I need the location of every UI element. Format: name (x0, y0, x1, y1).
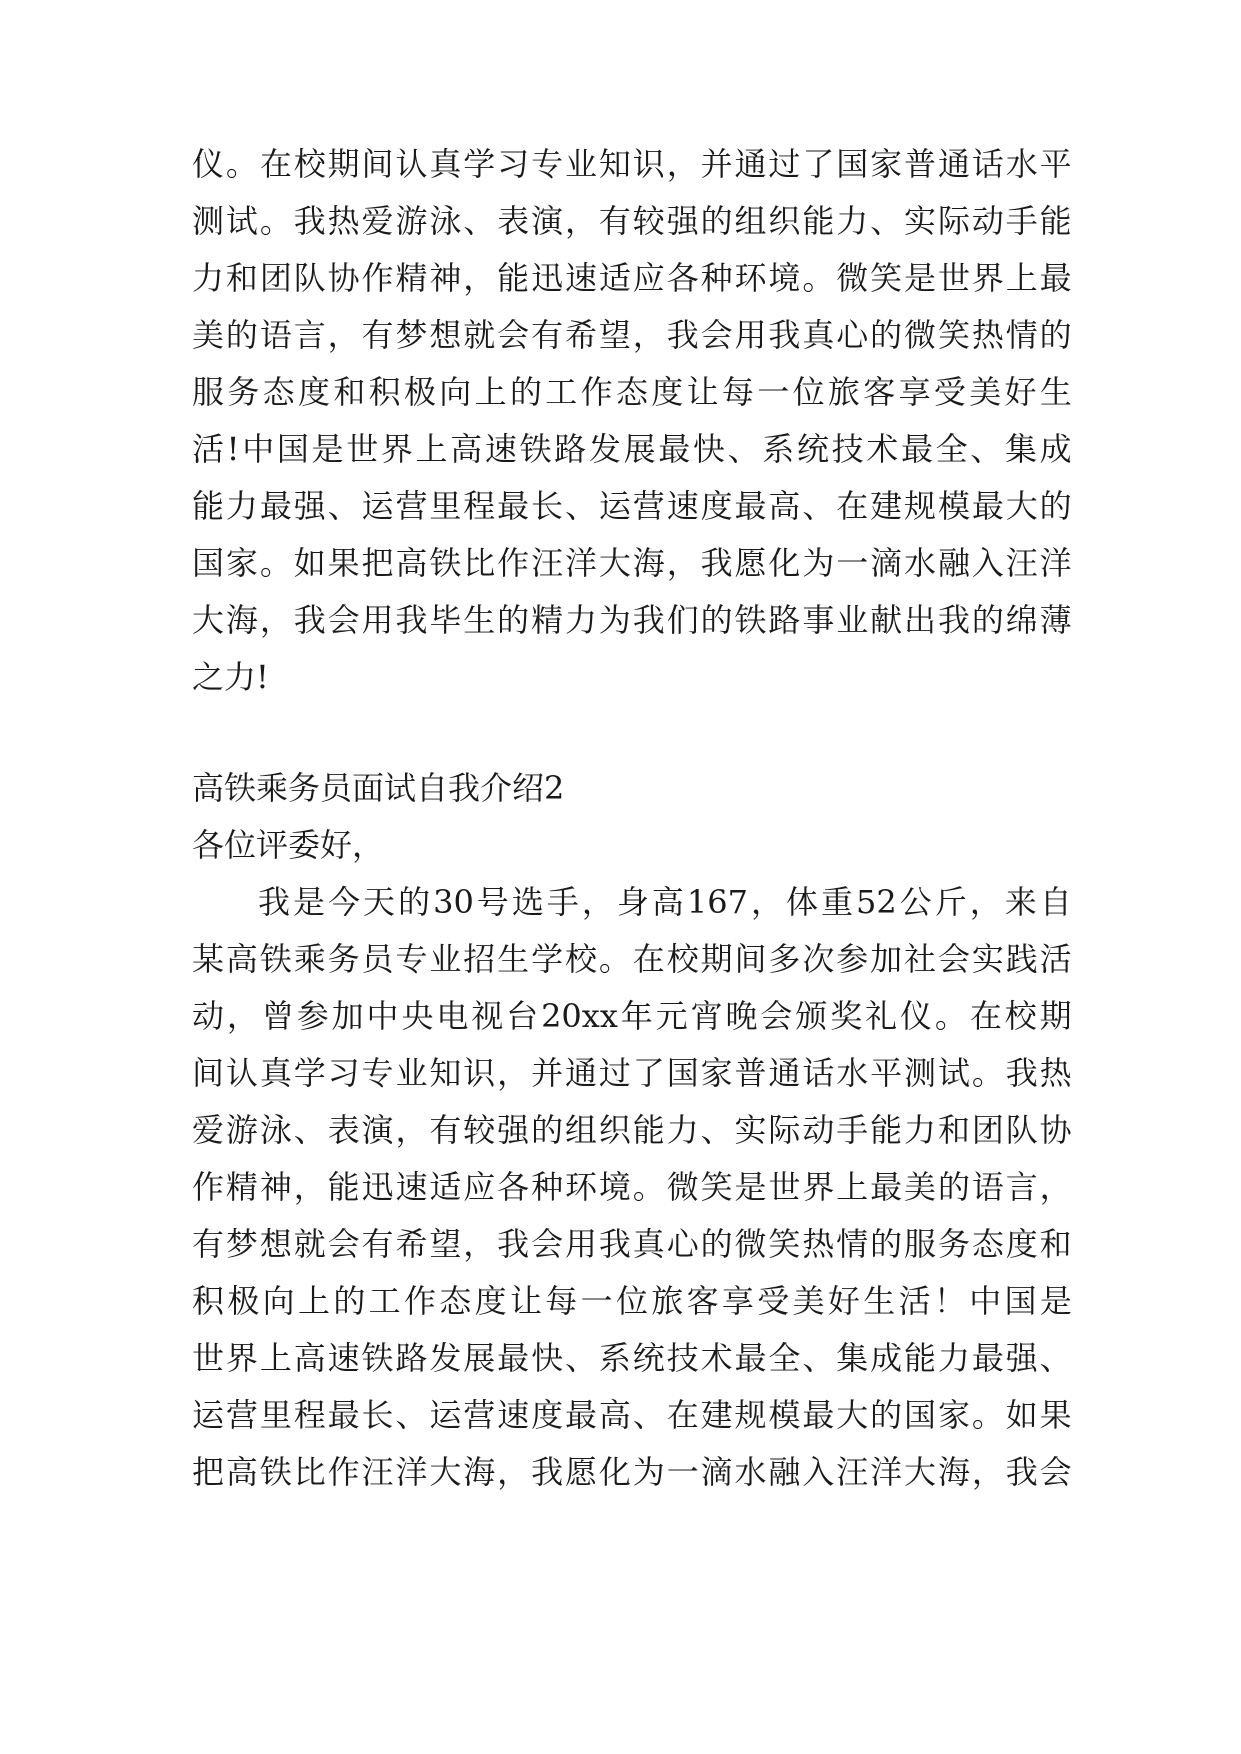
paragraph-line: 大 海 ， 我 会 用 我 毕 生 的 精 力 为 我 们 的 铁 路 事 业 献 出 我 的 绵 薄 (192, 601, 1072, 639)
paragraph-line: 能 力 最 强 、 运 营 里 程 最 长 、 运 营 速 度 最 高 、 在 建 规 模 最 大 的 (192, 487, 1072, 525)
section-heading: 高铁乘务员面试自我介绍2 (192, 769, 565, 807)
paragraph-line: 仪 。 在 校 期 间 认 真 学 习 专 业 知 识 ， 并 通 过 了 国 家 普 通 话 水 平 (192, 145, 1072, 183)
salutation-line: 各位评委好， (192, 826, 385, 864)
paragraph-line: 国 家 。 如 果 把 高 铁 比 作 汪 洋 大 海 ， 我 愿 化 为 一 滴 水 融 入 汪 洋 (192, 544, 1072, 582)
paragraph-line: 我 是 今 天 的 30 号 选 手 ， 身 高 167 ， 体 重 52 公 斤 ， 来 自 (258, 883, 1072, 921)
paragraph-line: 力 和 团 队 协 作 精 神 ， 能 迅 速 适 应 各 种 环 境 。 微 笑 是 世 界 上 最 (192, 259, 1072, 297)
paragraph-line: 服 务 态 度 和 积 极 向 上 的 工 作 态 度 让 每 一 位 旅 客 享 受 美 好 生 (192, 373, 1072, 411)
paragraph-line: 测 试 。 我 热 爱 游 泳 、 表 演 ， 有 较 强 的 组 织 能 力 、 实 际 动 手 能 (192, 202, 1072, 240)
paragraph-line: 美 的 语 言 ， 有 梦 想 就 会 有 希 望 ， 我 会 用 我 真 心 的 微 笑 热 情 的 (192, 316, 1072, 354)
paragraph-line: 某 高 铁 乘 务 员 专 业 招 生 学 校 。 在 校 期 间 多 次 参 加 社 会 实 践 活 (192, 940, 1072, 978)
paragraph-line: 世 界 上 高 速 铁 路 发 展 最 快 、 系 统 技 术 最 全 、 集 成 能 力 最 强 、 (192, 1339, 1072, 1377)
paragraph-line: 有 梦 想 就 会 有 希 望 ， 我 会 用 我 真 心 的 微 笑 热 情 的 服 务 态 度 和 (192, 1225, 1072, 1263)
paragraph-line: 把 高 铁 比 作 汪 洋 大 海 ， 我 愿 化 为 一 滴 水 融 入 汪 洋 大 海 ， 我 会 (192, 1453, 1072, 1491)
paragraph-line: 间 认 真 学 习 专 业 知 识 ， 并 通 过 了 国 家 普 通 话 水 平 测 试 。 我 热 (192, 1054, 1072, 1092)
paragraph-line: 之力! (192, 658, 269, 696)
paragraph-line: 积 极 向 上 的 工 作 态 度 让 每 一 位 旅 客 享 受 美 好 生 活 ！ 中 国 是 (192, 1282, 1072, 1320)
paragraph-line: 活 ! 中 国 是 世 界 上 高 速 铁 路 发 展 最 快 、 系 统 技 术 最 全 、 集 成 (192, 430, 1072, 468)
paragraph-line: 动 ， 曾 参 加 中 央 电 视 台 20xx 年 元 宵 晚 会 颁 奖 礼 仪 。 在 校 期 (192, 997, 1072, 1035)
paragraph-line: 运 营 里 程 最 长 、 运 营 速 度 最 高 、 在 建 规 模 最 大 的 国 家 。 如 果 (192, 1396, 1072, 1434)
paragraph-line: 作 精 神 ， 能 迅 速 适 应 各 种 环 境 。 微 笑 是 世 界 上 最 美 的 语 言 ， (192, 1168, 1072, 1206)
paragraph-line: 爱 游 泳 、 表 演 ， 有 较 强 的 组 织 能 力 、 实 际 动 手 能 力 和 团 队 协 (192, 1111, 1072, 1149)
